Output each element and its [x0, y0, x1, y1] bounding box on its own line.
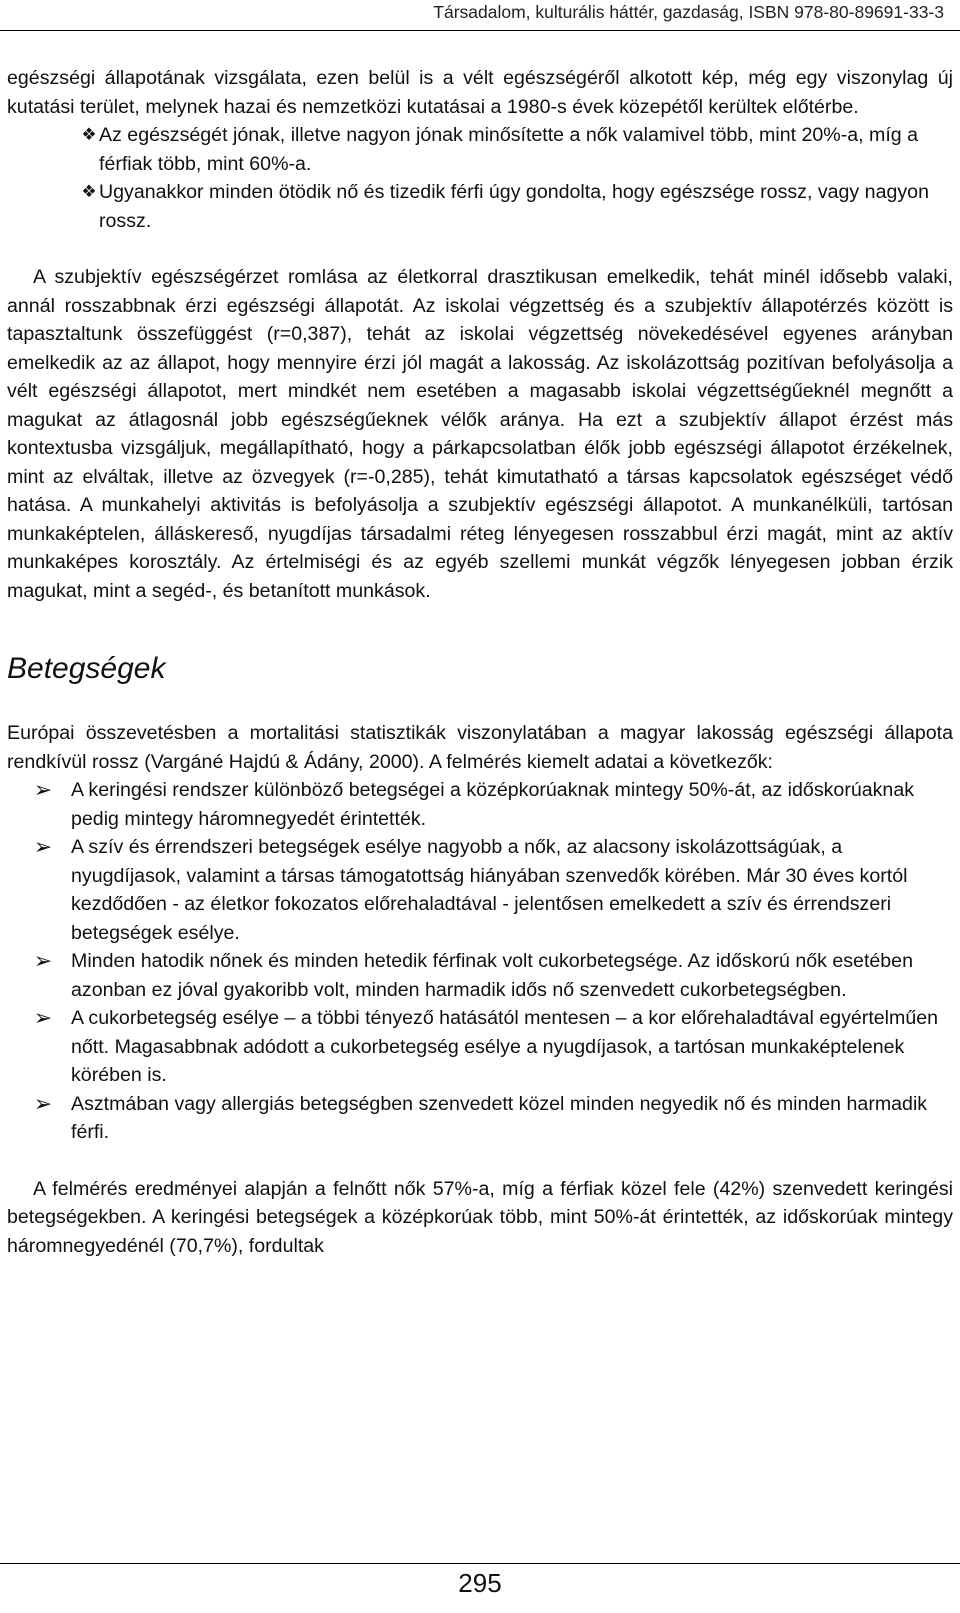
header-divider: [0, 30, 960, 31]
list-item: [7, 947, 953, 1004]
arrow-bullet-icon: ➢: [33, 834, 53, 859]
diseases-bullet-list: [7, 776, 953, 1147]
footer-divider: [0, 1563, 960, 1564]
diamond-bullet-icon: ❖: [81, 125, 97, 144]
list-item: [7, 121, 953, 178]
running-header: Társadalom, kulturális háttér, gazdaság, ISBN 978-80-89691-33-3: [433, 2, 944, 22]
list-item: [7, 178, 953, 235]
bullet-text: Ugyanakkor minden ötödik nő és tizedik férfi úgy gondolta, hogy egészsége rossz, vagy nagyon rossz.: [99, 181, 929, 232]
closing-paragraph: A felmérés eredményei alapján a felnőtt nők 57%-a, míg a férfiak közel fele (42%) szenvedett keringési betegségekben. A keringési betegségek a középkorúak több, mint 50%-át érintették, az időskorúak mintegy háromnegyedénél (70,7%), fordultak: [7, 1177, 953, 1257]
list-item: [7, 1004, 953, 1090]
list-item: [7, 1090, 953, 1147]
bullet-text: A szív és érrendszeri betegségek esélye nagyobb a nők, az alacsony iskolázottságúak, a nyugdíjasok, valamint a társas támogatottság hiányában szenvedők körében. Már 30 éves kortól kezdődően - az életkor fokozatos előrehaladtával - jelentősen emelkedett a szív és érrendszeri betegségek esélye.: [71, 836, 908, 944]
spacer: [7, 235, 953, 263]
bullet-text: Minden hatodik nőnek és minden hetedik férfinak volt cukorbetegsége. Az időskorú nők esetében azonban ez jóval gyakoribb volt, minden harmadik idős nő szenvedett cukorbetegségben.: [71, 950, 913, 1001]
diseases-paragraph: Európai összevetésben a mortalitási statisztikák viszonylatában a magyar lakosság egészségi állapota rendkívül rossz (Vargáné Hajdú & Ádány, 2000). A felmérés kiemelt adatai a következők:: [7, 722, 953, 773]
page-number: 295: [458, 1568, 502, 1598]
section-heading: Betegségek: [7, 652, 166, 685]
intro-paragraph: egészségi állapotának vizsgálata, ezen belül is a vélt egészségéről alkotott kép, még egy viszonylag új kutatási terület, melynek hazai és nemzetközi kutatásai a 1980-s évek közepétől kerültek előtérbe.: [7, 67, 953, 118]
diamond-bullet-icon: ❖: [81, 182, 97, 201]
page-body: [7, 64, 953, 1260]
arrow-bullet-icon: ➢: [33, 948, 53, 973]
arrow-bullet-icon: ➢: [33, 777, 53, 802]
intro-bullet-list: [7, 121, 953, 235]
spacer: [7, 689, 953, 719]
spacer: [7, 1147, 953, 1175]
subjective-health-paragraph: A szubjektív egészségérzet romlása az életkorral drasztikusan emelkedik, tehát minél idősebb valaki, annál rosszabbnak érzi egészségi állapotát. Az iskolai végzettség és a szubjektív állapotérzés között is tapasztaltunk összefüggést (r=0,387), tehát az iskolai végzettség növekedésével egyenes arányban emelkedik az az állapot, hogy mennyire érzi jól magát a lakosság. Az iskolázottság pozitívan befolyásolja a vélt egészségi állapotot, mert mindkét nem esetében a magasabb iskolai végzettségűeknél megnőtt a magukat az átlagosnál jobb egészségűeknek vélők aránya. Ha ezt a szubjektív állapot érzést más kontextusba vizsgáljuk, megállapítható, hogy a párkapcsolatban élők jobb egészségi állapotot érzékelnek, mint az elváltak, illetve az özvegyek (r=-0,285), tehát kimutatható a társas kapcsolatok egészséget védő hatása. A munkahelyi aktivitás is befolyásolja a szubjektív egészségi állapotot. A munkanélküli, tartósan munkaképtelen, álláskereső, nyugdíjas társadalmi réteg lényegesen rosszabbul érzi magát, mint az aktív munkaképes korosztály. Az értelmiségi és az egyéb szellemi munkát végzők lényegesen jobban érzik magukat, mint a segéd-, és betanított munkások.: [7, 266, 953, 602]
bullet-text: A keringési rendszer különböző betegségei a középkorúaknak mintegy 50%-át, az időskorúaknak pedig mintegy háromnegyedét érintették.: [71, 779, 915, 830]
arrow-bullet-icon: ➢: [33, 1090, 53, 1116]
list-item: [7, 776, 953, 833]
bullet-text: Az egészségét jónak, illetve nagyon jónak minősítette a nők valamivel több, mint 20%-a, míg a férfiak több, mint 60%-a.: [99, 124, 919, 175]
arrow-bullet-icon: ➢: [33, 1005, 53, 1030]
list-item: [7, 833, 953, 947]
spacer: [7, 605, 953, 649]
bullet-text: Asztmában vagy allergiás betegségben szenvedett közel minden negyedik nő és minden harmadik férfi.: [71, 1092, 928, 1143]
bullet-text: A cukorbetegség esélye – a többi tényező hatásától mentesen – a kor előrehaladtával egyértelműen nőtt. Magasabbnak adódott a cukorbetegség esélye a nyugdíjasok, a tartósan munkaképtelenek körében is.: [71, 1007, 939, 1086]
